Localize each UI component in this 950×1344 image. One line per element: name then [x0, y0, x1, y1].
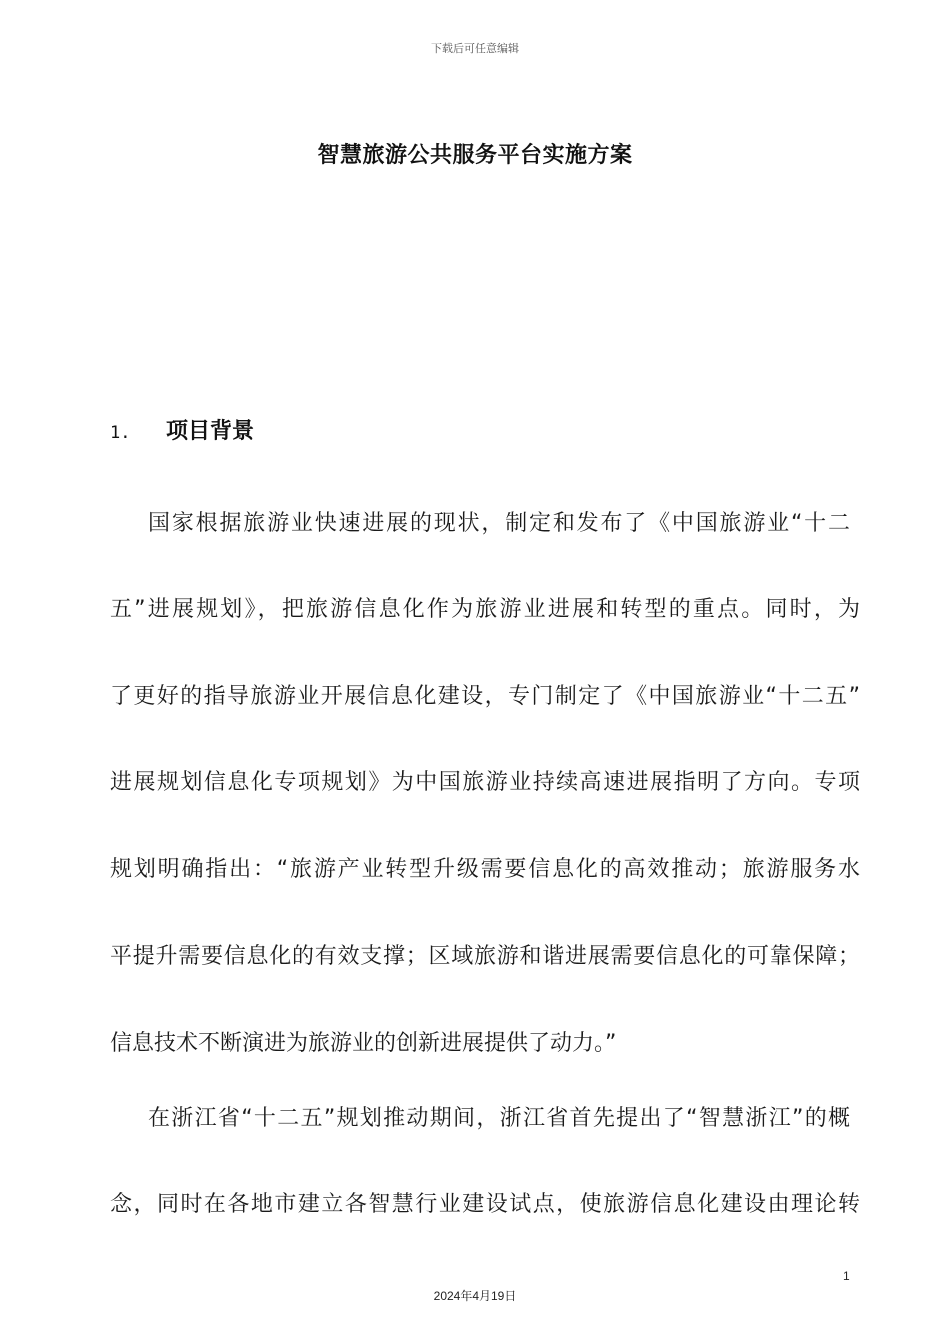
paragraph-line: 平提升需要信息化的有效支撑；区域旅游和谐进展需要信息化的可靠保障；: [110, 944, 860, 969]
paragraph-line: 了更好的指导旅游业开展信息化建设，专门制定了《中国旅游业“十二五”: [110, 684, 860, 709]
paragraph-line: 规划明确指出：“旅游产业转型升级需要信息化的高效推动；旅游服务水: [110, 857, 860, 882]
paragraph-line: 在浙江省“十二五”规划推动期间，浙江省首先提出了“智慧浙江”的概: [148, 1106, 850, 1131]
document-title: 智慧旅游公共服务平台实施方案: [317, 143, 633, 168]
paragraph-line: 五”进展规划》，把旅游信息化作为旅游业进展和转型的重点。同时，为: [110, 597, 860, 622]
header-note: 下载后可任意编辑: [431, 42, 519, 55]
section-title: 项目背景: [166, 419, 255, 444]
page-number: 1: [843, 1269, 850, 1283]
paragraph-line: 信息技术不断演进为旅游业的创新进展提供了动力。”: [110, 1031, 617, 1056]
paragraph-line: 念，同时在各地市建立各智慧行业建设试点，使旅游信息化建设由理论转: [110, 1192, 860, 1217]
section-number: 1.: [110, 423, 131, 443]
paragraph-line: 国家根据旅游业快速进展的现状，制定和发布了《中国旅游业“十二: [148, 511, 850, 536]
paragraph-line: 进展规划信息化专项规划》为中国旅游业持续高速进展指明了方向。专项: [110, 770, 860, 795]
footer-date: 2024年4月19日: [433, 1289, 517, 1303]
section-heading: [110, 414, 254, 445]
